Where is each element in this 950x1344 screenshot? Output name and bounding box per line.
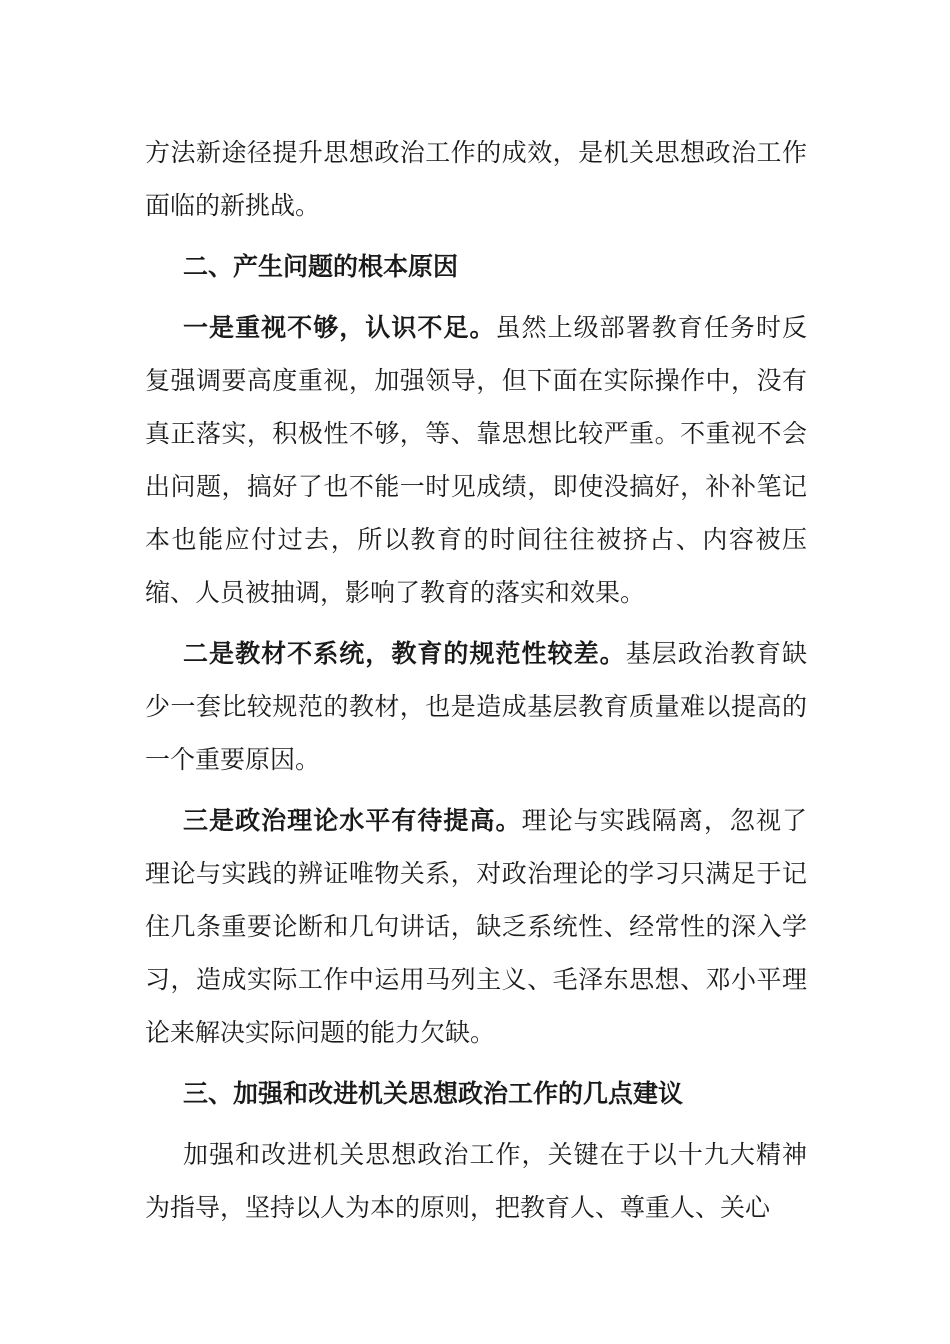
reason-2-lead: 二是教材不系统，教育的规范性较差。: [183, 639, 626, 668]
paragraph-continuation: 方法新途径提升思想政治工作的成效，是机关思想政治工作面临的新挑战。: [145, 138, 807, 220]
section-heading-3: 三、加强和改进机关思想政治工作的几点建议: [183, 1079, 684, 1108]
reason-2-body: 基层政治教育缺少一套比较规范的教材，也是造成基层教育质量难以提高的一个重要原因。: [145, 639, 807, 774]
reason-3-lead: 三是政治理论水平有待提高。: [183, 806, 522, 835]
reason-3-body: 理论与实践隔离，忽视了理论与实践的辨证唯物关系，对政治理论的学习只满足于记住几条重要论断和几句讲话，缺乏系统性、经常性的深入学习，造成实际工作中运用马列主义、毛泽东思想、邓小平理论来解决实际问题的能力欠缺。: [145, 806, 807, 1047]
section-heading-2: 二、产生问题的根本原因: [183, 252, 459, 281]
paragraph-reason-3: [145, 794, 807, 1059]
paragraph-suggestion-intro: 加强和改进机关思想政治工作，关键在于以十九大精神为指导，坚持以人为本的原则，把教育人、尊重人、关心: [145, 1140, 807, 1222]
reason-1-body: 虽然上级部署教育任务时反复强调要高度重视，加强领导，但下面在实际操作中，没有真正落实，积极性不够，等、靠思想比较严重。不重视不会出问题，搞好了也不能一时见成绩，即使没搞好，补补笔记本也能应付过去，所以教育的时间往往被挤占、内容被压缩、人员被抽调，影响了教育的落实和效果。: [145, 313, 807, 607]
document-page: [145, 126, 807, 1234]
paragraph-reason-1: [145, 301, 807, 619]
paragraph-reason-2: [145, 627, 807, 786]
reason-1-lead: 一是重视不够，认识不足。: [183, 313, 496, 342]
